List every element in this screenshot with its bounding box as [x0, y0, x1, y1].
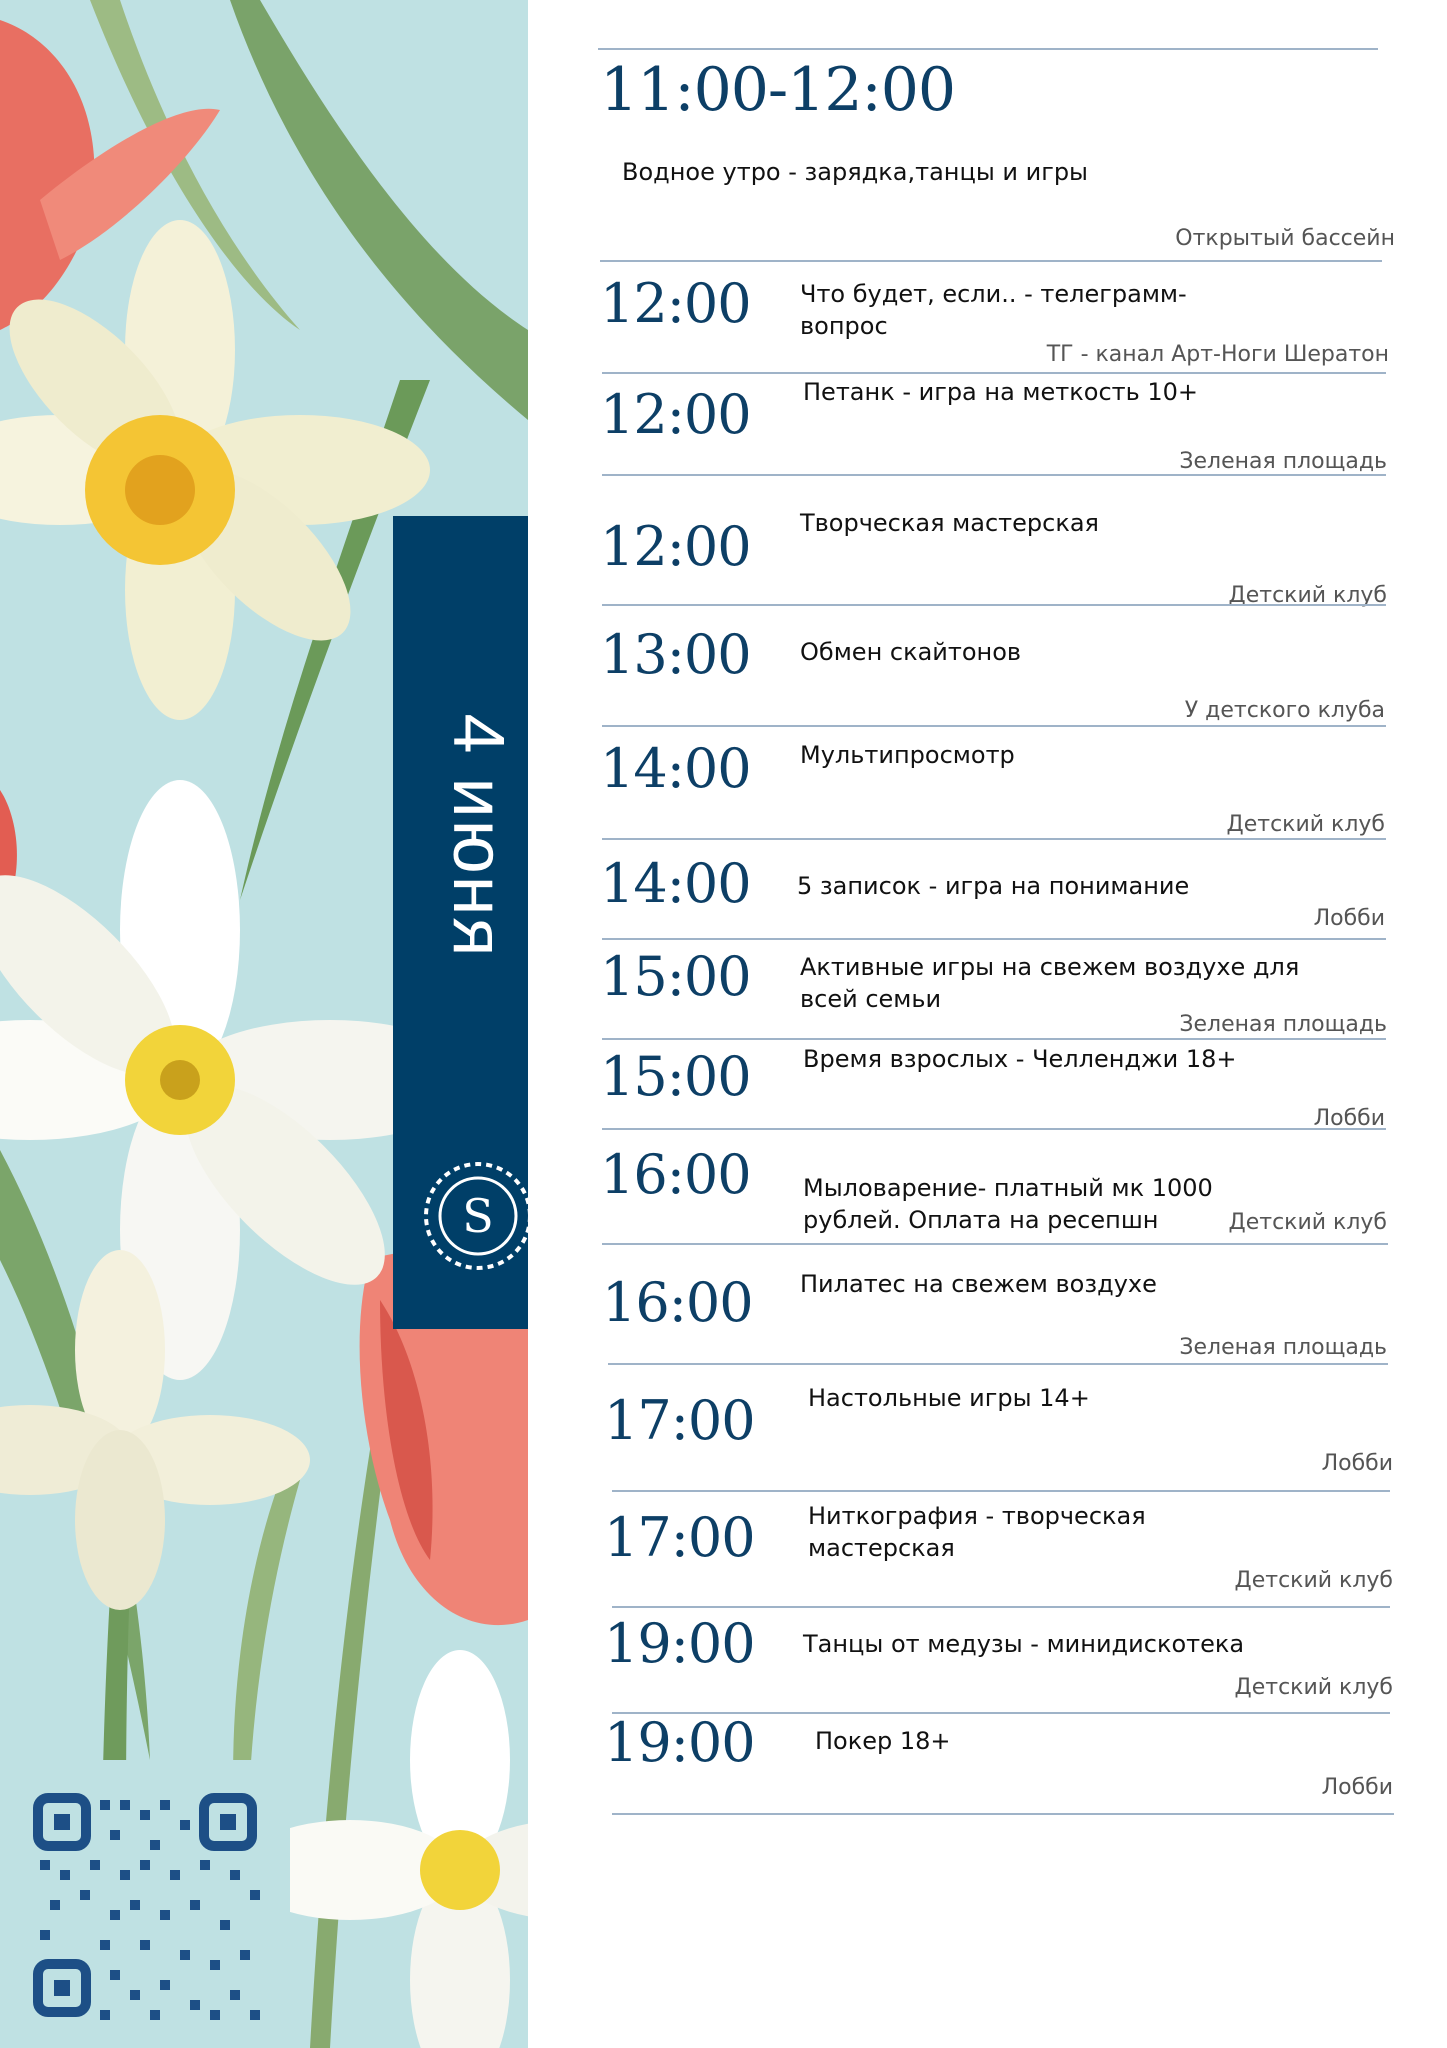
event-time: 16:00 — [602, 1271, 753, 1334]
divider — [612, 1606, 1390, 1608]
event-location: Открытый бассейн — [1175, 226, 1395, 251]
event-location: Лобби — [1313, 906, 1385, 931]
divider — [602, 838, 1386, 840]
divider — [602, 1038, 1386, 1040]
event-title: Творческая мастерская — [800, 509, 1099, 537]
event-location: ТГ - канал Арт-Ноги Шератон — [1046, 342, 1389, 367]
event-location: Детский клуб — [1228, 1210, 1387, 1235]
event-location: Зеленая площадь — [1179, 449, 1387, 474]
divider — [602, 1243, 1388, 1245]
event-time: 12:00 — [600, 515, 751, 578]
divider — [608, 1363, 1388, 1365]
event-time: 13:00 — [600, 623, 751, 686]
event-title: Петанк - игра на меткость 10+ — [803, 378, 1199, 406]
event-title: Обмен скайтонов — [800, 638, 1022, 666]
event-location: Детский клуб — [1234, 1568, 1393, 1593]
event-location: Детский клуб — [1228, 583, 1387, 608]
event-time: 16:00 — [600, 1143, 751, 1206]
event-title: 5 записок - игра на понимание — [797, 872, 1190, 900]
event-title: Мыловарение- платный мк 1000 рублей. Оплата на ресепшн — [803, 1174, 1213, 1234]
divider — [612, 1813, 1394, 1815]
event-title: Пилатес на свежем воздухе — [800, 1270, 1157, 1298]
event-location: Лобби — [1313, 1106, 1385, 1131]
svg-text:S: S — [462, 1189, 494, 1243]
divider — [602, 725, 1386, 727]
event-location: Зеленая площадь — [1179, 1012, 1387, 1037]
event-time: 17:00 — [604, 1506, 755, 1569]
event-time: 11:00-12:00 — [600, 55, 956, 125]
event-time: 17:00 — [604, 1389, 755, 1452]
event-time: 19:00 — [604, 1711, 755, 1774]
event-time: 12:00 — [600, 383, 751, 446]
divider — [598, 48, 1378, 50]
event-title: Покер 18+ — [815, 1727, 951, 1755]
event-location: Зеленая площадь — [1179, 1335, 1387, 1360]
event-title: Настольные игры 14+ — [808, 1384, 1090, 1412]
event-time: 12:00 — [600, 272, 751, 335]
event-location: Детский клуб — [1226, 812, 1385, 837]
event-title: Ниткография - творческая мастерская — [808, 1502, 1146, 1562]
event-location: У детского клуба — [1184, 698, 1385, 723]
divider — [612, 1490, 1390, 1492]
event-time: 15:00 — [600, 1045, 751, 1108]
event-location: Детский клуб — [1234, 1675, 1393, 1700]
divider — [600, 260, 1382, 262]
event-title: Активные игры на свежем воздухе для всей семьи — [800, 953, 1300, 1013]
divider — [602, 1128, 1386, 1130]
event-title: Время взрослых - Челленджи 18+ — [803, 1045, 1237, 1073]
event-title: Танцы от медузы - минидискотека — [803, 1630, 1245, 1658]
event-time: 14:00 — [600, 737, 751, 800]
divider — [602, 372, 1386, 374]
event-location: Лобби — [1321, 1775, 1393, 1800]
date-label: 4 июня — [438, 713, 518, 959]
event-title: Мультипросмотр — [800, 741, 1015, 769]
divider — [602, 474, 1386, 476]
event-location: Лобби — [1321, 1451, 1393, 1476]
event-title: Водное утро - зарядка,танцы и игры — [622, 158, 1089, 186]
divider — [602, 604, 1386, 606]
event-time: 19:00 — [604, 1612, 755, 1675]
event-time: 15:00 — [600, 945, 751, 1008]
divider — [602, 938, 1386, 940]
event-title: Что будет, если.. - телеграмм-вопрос — [800, 280, 1187, 340]
event-time: 14:00 — [600, 852, 751, 915]
